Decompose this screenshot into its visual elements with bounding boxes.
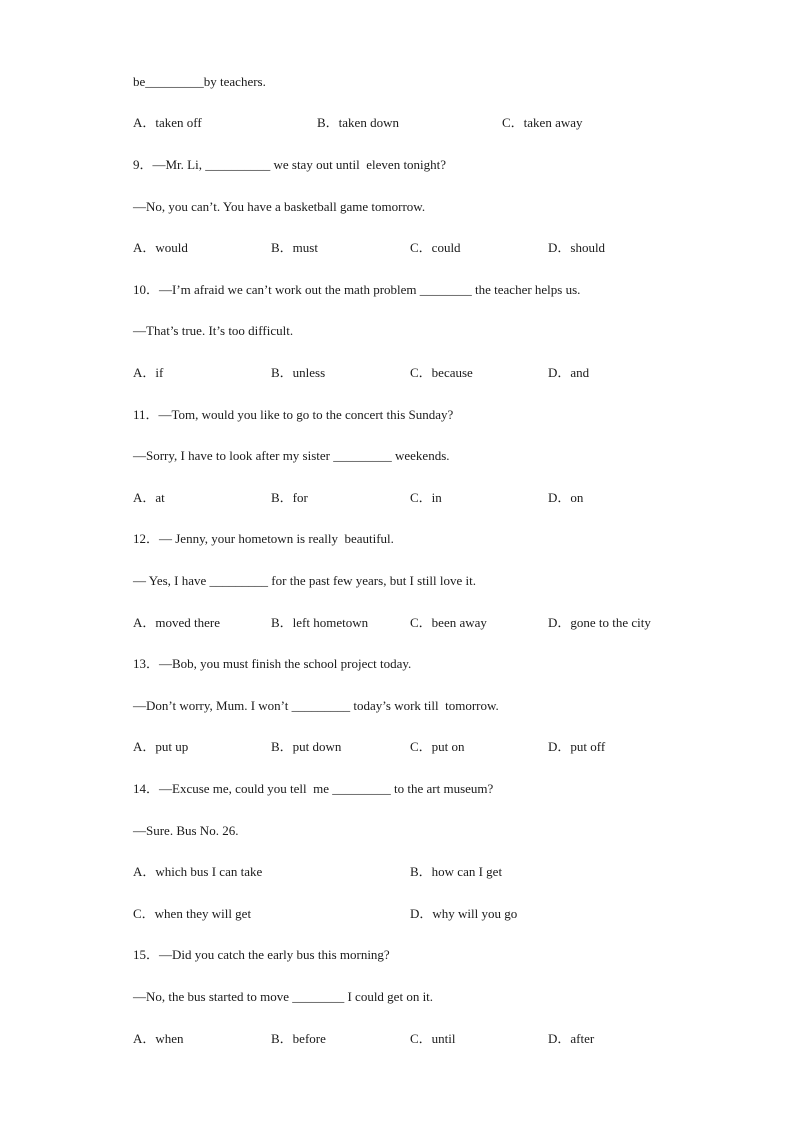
question-13-reply: —Don’t worry, Mum. I won’t _________ today’s work till tomorrow. (133, 698, 499, 713)
option-11c: C．in (410, 490, 442, 505)
question-10-reply: —That’s true. It’s too difficult. (133, 323, 294, 338)
option-14d: D．why will you go (410, 906, 518, 921)
question-12-reply: — Yes, I have _________ for the past few years, but I still love it. (133, 573, 477, 588)
option-12c: C．been away (410, 615, 487, 630)
question-15: 15．—Did you catch the early bus this morning? (133, 947, 390, 962)
option-15b: B．before (271, 1031, 326, 1046)
option-9c: C．could (410, 240, 461, 255)
question-12: 12．— Jenny, your hometown is really beautiful. (133, 531, 394, 546)
option-11b: B．for (271, 490, 308, 505)
option-9b: B．must (271, 240, 318, 255)
option-11a: A．at (133, 490, 165, 505)
option-10c: C．because (410, 365, 473, 380)
option-12b: B．left hometown (271, 615, 369, 630)
option-10d: D．and (548, 365, 590, 380)
option-9a: A．would (133, 240, 188, 255)
question-9: 9．—Mr. Li, __________ we stay out until eleven tonight? (133, 157, 447, 172)
option-8b: B．taken down (317, 115, 399, 130)
option-15d: D．after (548, 1031, 595, 1046)
option-10a: A．if (133, 365, 164, 380)
option-12a: A．moved there (133, 615, 221, 630)
option-10b: B．unless (271, 365, 326, 380)
question-8-continuation: be_________by teachers. (133, 74, 266, 89)
question-15-reply: —No, the bus started to move ________ I could get on it. (133, 989, 434, 1004)
question-10: 10．—I’m afraid we can’t work out the math problem ________ the teacher helps us. (133, 282, 581, 297)
option-13d: D．put off (548, 739, 606, 754)
option-15c: C．until (410, 1031, 456, 1046)
question-14: 14．—Excuse me, could you tell me _________ to the art museum? (133, 781, 494, 796)
question-13: 13．—Bob, you must finish the school project today. (133, 656, 412, 671)
question-14-reply: —Sure. Bus No. 26. (133, 823, 239, 838)
option-14b: B．how can I get (410, 864, 503, 879)
option-14a: A．which bus I can take (133, 864, 263, 879)
option-13b: B．put down (271, 739, 342, 754)
option-15a: A．when (133, 1031, 184, 1046)
option-13c: C．put on (410, 739, 465, 754)
question-11: 11．—Tom, would you like to go to the concert this Sunday? (133, 407, 454, 422)
option-8c: C．taken away (502, 115, 583, 130)
option-13a: A．put up (133, 739, 189, 754)
question-11-reply: —Sorry, I have to look after my sister _________ weekends. (133, 448, 450, 463)
option-11d: D．on (548, 490, 584, 505)
option-12d: D．gone to the city (548, 615, 651, 630)
question-9-reply: —No, you can’t. You have a basketball game tomorrow. (133, 199, 426, 214)
option-14c: C．when they will get (133, 906, 252, 921)
option-8a: A．taken off (133, 115, 202, 130)
option-9d: D．should (548, 240, 606, 255)
